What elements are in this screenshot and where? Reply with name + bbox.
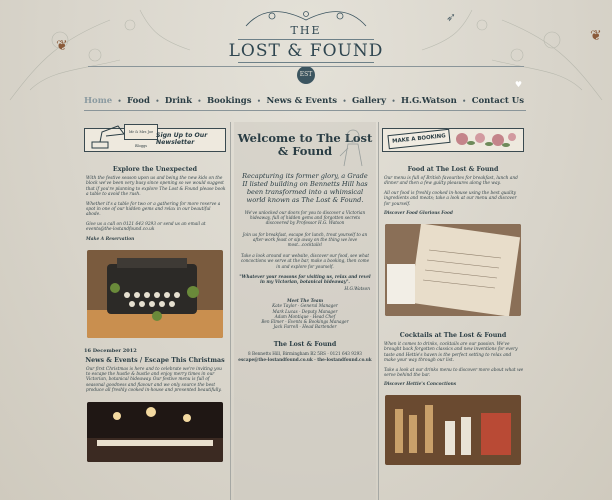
nav-separator: • xyxy=(462,97,467,105)
team-member: Kate Taylor - General Manager xyxy=(272,303,338,309)
email-line[interactable]: escape@the-lostandfound.co.uk · the-lostandfound.co.uk xyxy=(238,356,372,362)
nav-separator: • xyxy=(117,97,122,105)
cocktails-paragraph: Take a look at our drinks menu to discover more about what we serve behind the bar. xyxy=(384,367,524,379)
news-date: 16 December 2012 xyxy=(84,347,137,354)
cocktails-paragraph: When it comes to drinks, cocktails are our passion. We've brought back forgotten classics and new inventions for every taste and Hettie's haven is the perfect setting to relax and make your way through our list. xyxy=(384,342,518,364)
column-divider xyxy=(230,122,231,500)
newsletter-banner[interactable] xyxy=(84,122,226,152)
address-line: 8 Bennetts Hill, Birmingham B2 5RS · 0121 643 9293 xyxy=(248,351,362,357)
gramophone-icon xyxy=(88,124,128,150)
bird-icon: ➶ xyxy=(446,10,457,24)
explore-paragraph: With the festive season upon us and being the new kids on the block we've been very busy since opening so we would suggest that if you're planning to explore The Lost & Found please book a table to avoid the rush. xyxy=(86,176,226,198)
nav-separator: • xyxy=(257,97,261,105)
food-paragraph: Our menu is full of British favourites for breakfast, lunch and dinner and then a few guilty pleasures along the way. xyxy=(384,176,518,187)
christmas-dining-photo xyxy=(87,402,223,462)
team-list xyxy=(234,298,376,329)
contact-paragraph: Give us a call on 0121 643 9293 or send us an email at events@the-lostandfound.co.uk xyxy=(86,221,206,233)
name-tag: Mr & Mrs Joe Bloggs xyxy=(124,124,158,140)
typewriter-photo xyxy=(87,250,223,338)
floral-decoration-right xyxy=(412,0,612,110)
butterfly-icon: ❦ xyxy=(590,28,602,44)
nav-food[interactable]: Food xyxy=(127,96,150,106)
welcome-title: Welcome to The Lost & Found xyxy=(237,131,373,158)
logo-seal: EST xyxy=(297,66,315,84)
logo-the: THE xyxy=(290,24,322,37)
make-booking-label[interactable]: MAKE A BOOKING xyxy=(387,129,450,149)
heart-icon: ♥ xyxy=(514,80,522,89)
food-title: Food at The Lost & Found xyxy=(407,166,499,173)
watson-quote: "Whatever your reasons for visiting us, relax and revel in my Victorian, botanical hideaway". xyxy=(239,274,371,286)
nav-separator: • xyxy=(391,97,396,105)
floral-decoration-left xyxy=(0,0,200,110)
site-logo[interactable] xyxy=(222,6,390,84)
header-rule xyxy=(88,66,524,67)
nav-separator: • xyxy=(197,97,202,105)
nav-rule xyxy=(84,110,526,111)
team-member: Ben Elmer - Events & Bookings Manager xyxy=(261,319,349,325)
right-column xyxy=(382,122,524,473)
cocktails-title: Cocktails at The Lost & Found xyxy=(399,332,507,340)
butterfly-icon: ❦ xyxy=(56,38,68,54)
food-paragraph: All our food is freshly cooked in-house using the best quality ingredients and meats; take a look at our menu and discover for yourself. xyxy=(384,190,517,207)
logo-rule xyxy=(238,39,374,40)
logo-rule xyxy=(238,62,374,63)
explore-paragraph: Whether it's a table for two or a gathering for more reserve a spot in one of our hidden gems and relax in our beautiful abode. xyxy=(86,201,221,218)
footer-title: The Lost & Found xyxy=(273,341,337,349)
team-label: Meet The Team xyxy=(286,298,324,304)
bar-photo xyxy=(385,395,521,465)
team-member: Jack Farrell - Head Bartender xyxy=(273,324,337,330)
booking-banner[interactable] xyxy=(382,122,524,152)
roses-icon xyxy=(452,129,520,149)
menu-photo xyxy=(385,224,521,316)
nav-home[interactable]: Home xyxy=(84,96,113,106)
nav-contact-us[interactable]: Contact Us xyxy=(471,96,524,106)
discover-food-link[interactable]: Discover Food Glorious Food xyxy=(384,211,453,217)
welcome-intro: Recapturing its former glory, a Grade II listed building on Bennetts Hill has been transformed into a whimsical world known as The Lost & Found. xyxy=(242,172,368,204)
team-member: Mark Lucas - Deputy Manager xyxy=(272,308,338,314)
nav-separator: • xyxy=(342,97,347,105)
logo-name: LOST & FOUND xyxy=(228,41,384,61)
make-reservation-link[interactable]: Make A Reservation xyxy=(86,236,135,242)
nav-drink[interactable]: Drink xyxy=(164,96,192,106)
column-divider xyxy=(378,122,379,500)
welcome-paragraph: We've unlocked our doors for you to discover a Victorian hideaway, full of hidden gems and forgotten secrets discovered by Professor H.G. Watson xyxy=(244,210,366,226)
news-title[interactable]: News & Events / Escape This Christmas xyxy=(85,356,225,364)
middle-column xyxy=(234,122,376,500)
explore-title: Explore the Unexpected xyxy=(112,166,198,173)
welcome-paragraph: Take a look around our website, discover our food, see what concoctions we serve at the bar, make a booking, then come in and explore for yourself. xyxy=(240,253,370,269)
nav-bookings[interactable]: Bookings xyxy=(206,96,252,106)
nav-news-events[interactable]: News & Events xyxy=(266,96,338,106)
welcome-paragraph: Join us for breakfast, escape for lunch, treat yourself to an after-work feast or sip away on the thing we love most...cocktails! xyxy=(242,231,368,248)
quote-attribution: H.G.Watson xyxy=(344,287,370,293)
discover-concoctions-link[interactable]: Discover Hettie's Concoctions xyxy=(384,382,457,388)
nav-separator: • xyxy=(155,97,160,105)
nav-hg-watson[interactable]: H.G.Watson xyxy=(400,96,457,106)
newsletter-label[interactable]: Sign Up to Our Newsletter xyxy=(156,132,208,146)
left-column xyxy=(84,122,226,470)
nav-gallery[interactable]: Gallery xyxy=(351,96,387,106)
team-member: Adam Montique - Head Chef xyxy=(274,313,336,319)
main-navigation xyxy=(84,96,524,106)
logo-flourish xyxy=(242,6,370,28)
news-paragraph: Our first Christmas is here and to celebrate we're inviting you to escape the hustle & bustle and enjoy merry times in our Victorian, botanical hideaway. Our festive menu is full of seasonal goodness and flavour and we only source the best produce all freshly cooked in-house and presented beautifully. xyxy=(86,366,222,394)
professor-illustration xyxy=(336,126,370,168)
